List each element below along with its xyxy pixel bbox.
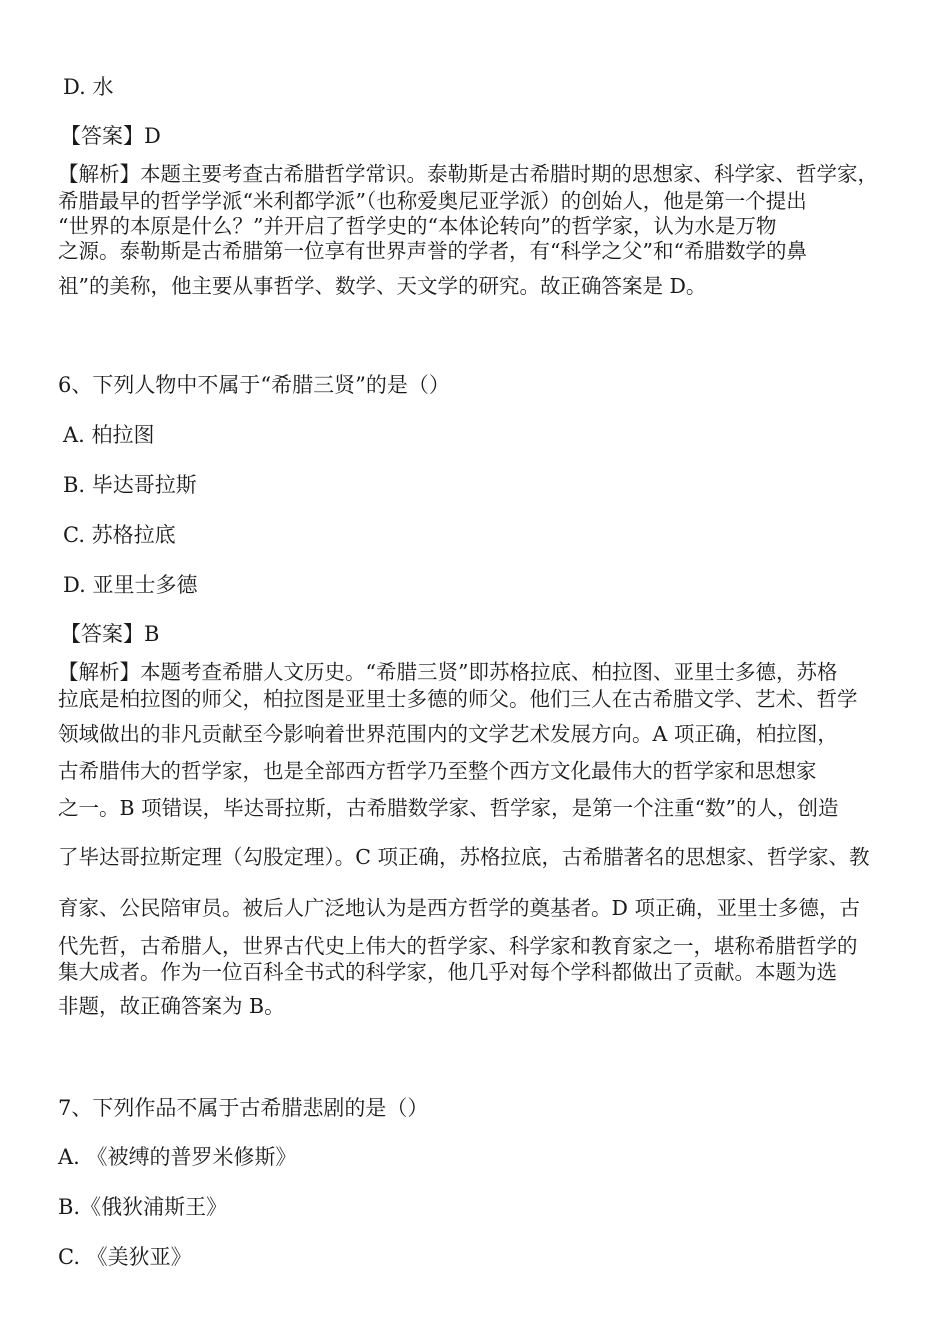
q7-question: 7、下列作品不属于古希腊悲剧的是（） — [58, 1096, 429, 1120]
q6-analysis-line: 领域做出的非凡贡献至今影响着世界范围内的文学艺术发展方向。A 项正确，柏拉图， — [58, 722, 838, 746]
q7-option-a: A. 《被缚的普罗米修斯》 — [58, 1145, 297, 1169]
q6-question: 6、下列人物中不属于“希腊三贤”的是（） — [58, 373, 450, 397]
q5-analysis-line: 祖”的美称，他主要从事哲学、数学、天文学的研究。故正确答案是 D。 — [58, 274, 707, 298]
q5-analysis-line: 希腊最早的哲学学派“米利都学派”（也称爱奥尼亚学派）的创始人，他是第一个提出 — [58, 189, 807, 213]
q7-option-c: C. 《美狄亚》 — [58, 1245, 192, 1269]
q6-option-b: B. 毕达哥拉斯 — [63, 473, 197, 497]
q6-answer: 【答案】B — [60, 622, 160, 646]
q6-option-d: D. 亚里士多德 — [63, 573, 198, 597]
q6-analysis-line: 拉底是柏拉图的师父，柏拉图是亚里士多德的师父。他们三人在古希腊文学、艺术、哲学 — [58, 687, 858, 711]
q6-analysis-line: 集大成者。作为一位百科全书式的科学家，他几乎对每个学科都做出了贡献。本题为选 — [58, 960, 837, 984]
q6-analysis-line: 非题，故正确答案为 B。 — [58, 994, 285, 1018]
q6-analysis-line: 【解析】本题考查希腊人文历史。“希腊三贤”即苏格拉底、柏拉图、亚里士多德，苏格 — [58, 660, 838, 684]
q5-option-d: D. 水 — [63, 75, 114, 99]
q5-analysis-line: “世界的本原是什么？”并开启了哲学史的“本体论转向”的哲学家，认为水是万物 — [58, 214, 777, 238]
q6-analysis-line: 代先哲，古希腊人，世界古代史上伟大的哲学家、科学家和教育家之一，堪称希腊哲学的 — [58, 934, 858, 958]
q5-answer: 【答案】D — [60, 124, 161, 148]
q6-option-a: A. 柏拉图 — [63, 423, 155, 447]
q6-analysis-line: 了毕达哥拉斯定理（勾股定理）。C 项正确，苏格拉底，古希腊著名的思想家、哲学家、教 — [58, 845, 870, 869]
q6-analysis-line: 育家、公民陪审员。被后人广泛地认为是西方哲学的奠基者。D 项正确，亚里士多德，古 — [58, 896, 860, 920]
q5-analysis-line: 之源。泰勒斯是古希腊第一位享有世界声誉的学者，有“科学之父”和“希腊数学的鼻 — [58, 239, 807, 263]
q6-analysis-line: 古希腊伟大的哲学家，也是全部西方哲学乃至整个西方文化最伟大的哲学家和思想家 — [58, 759, 817, 783]
q6-analysis-line: 之一。B 项错误，毕达哥拉斯，古希腊数学家、哲学家，是第一个注重“数”的人，创造 — [58, 796, 839, 820]
q5-analysis-line: 【解析】本题主要考查古希腊哲学常识。泰勒斯是古希腊时期的思想家、科学家、哲学家， — [58, 162, 878, 186]
q6-option-c: C. 苏格拉底 — [63, 523, 176, 547]
q7-option-b: B.《俄狄浦斯王》 — [58, 1195, 228, 1219]
